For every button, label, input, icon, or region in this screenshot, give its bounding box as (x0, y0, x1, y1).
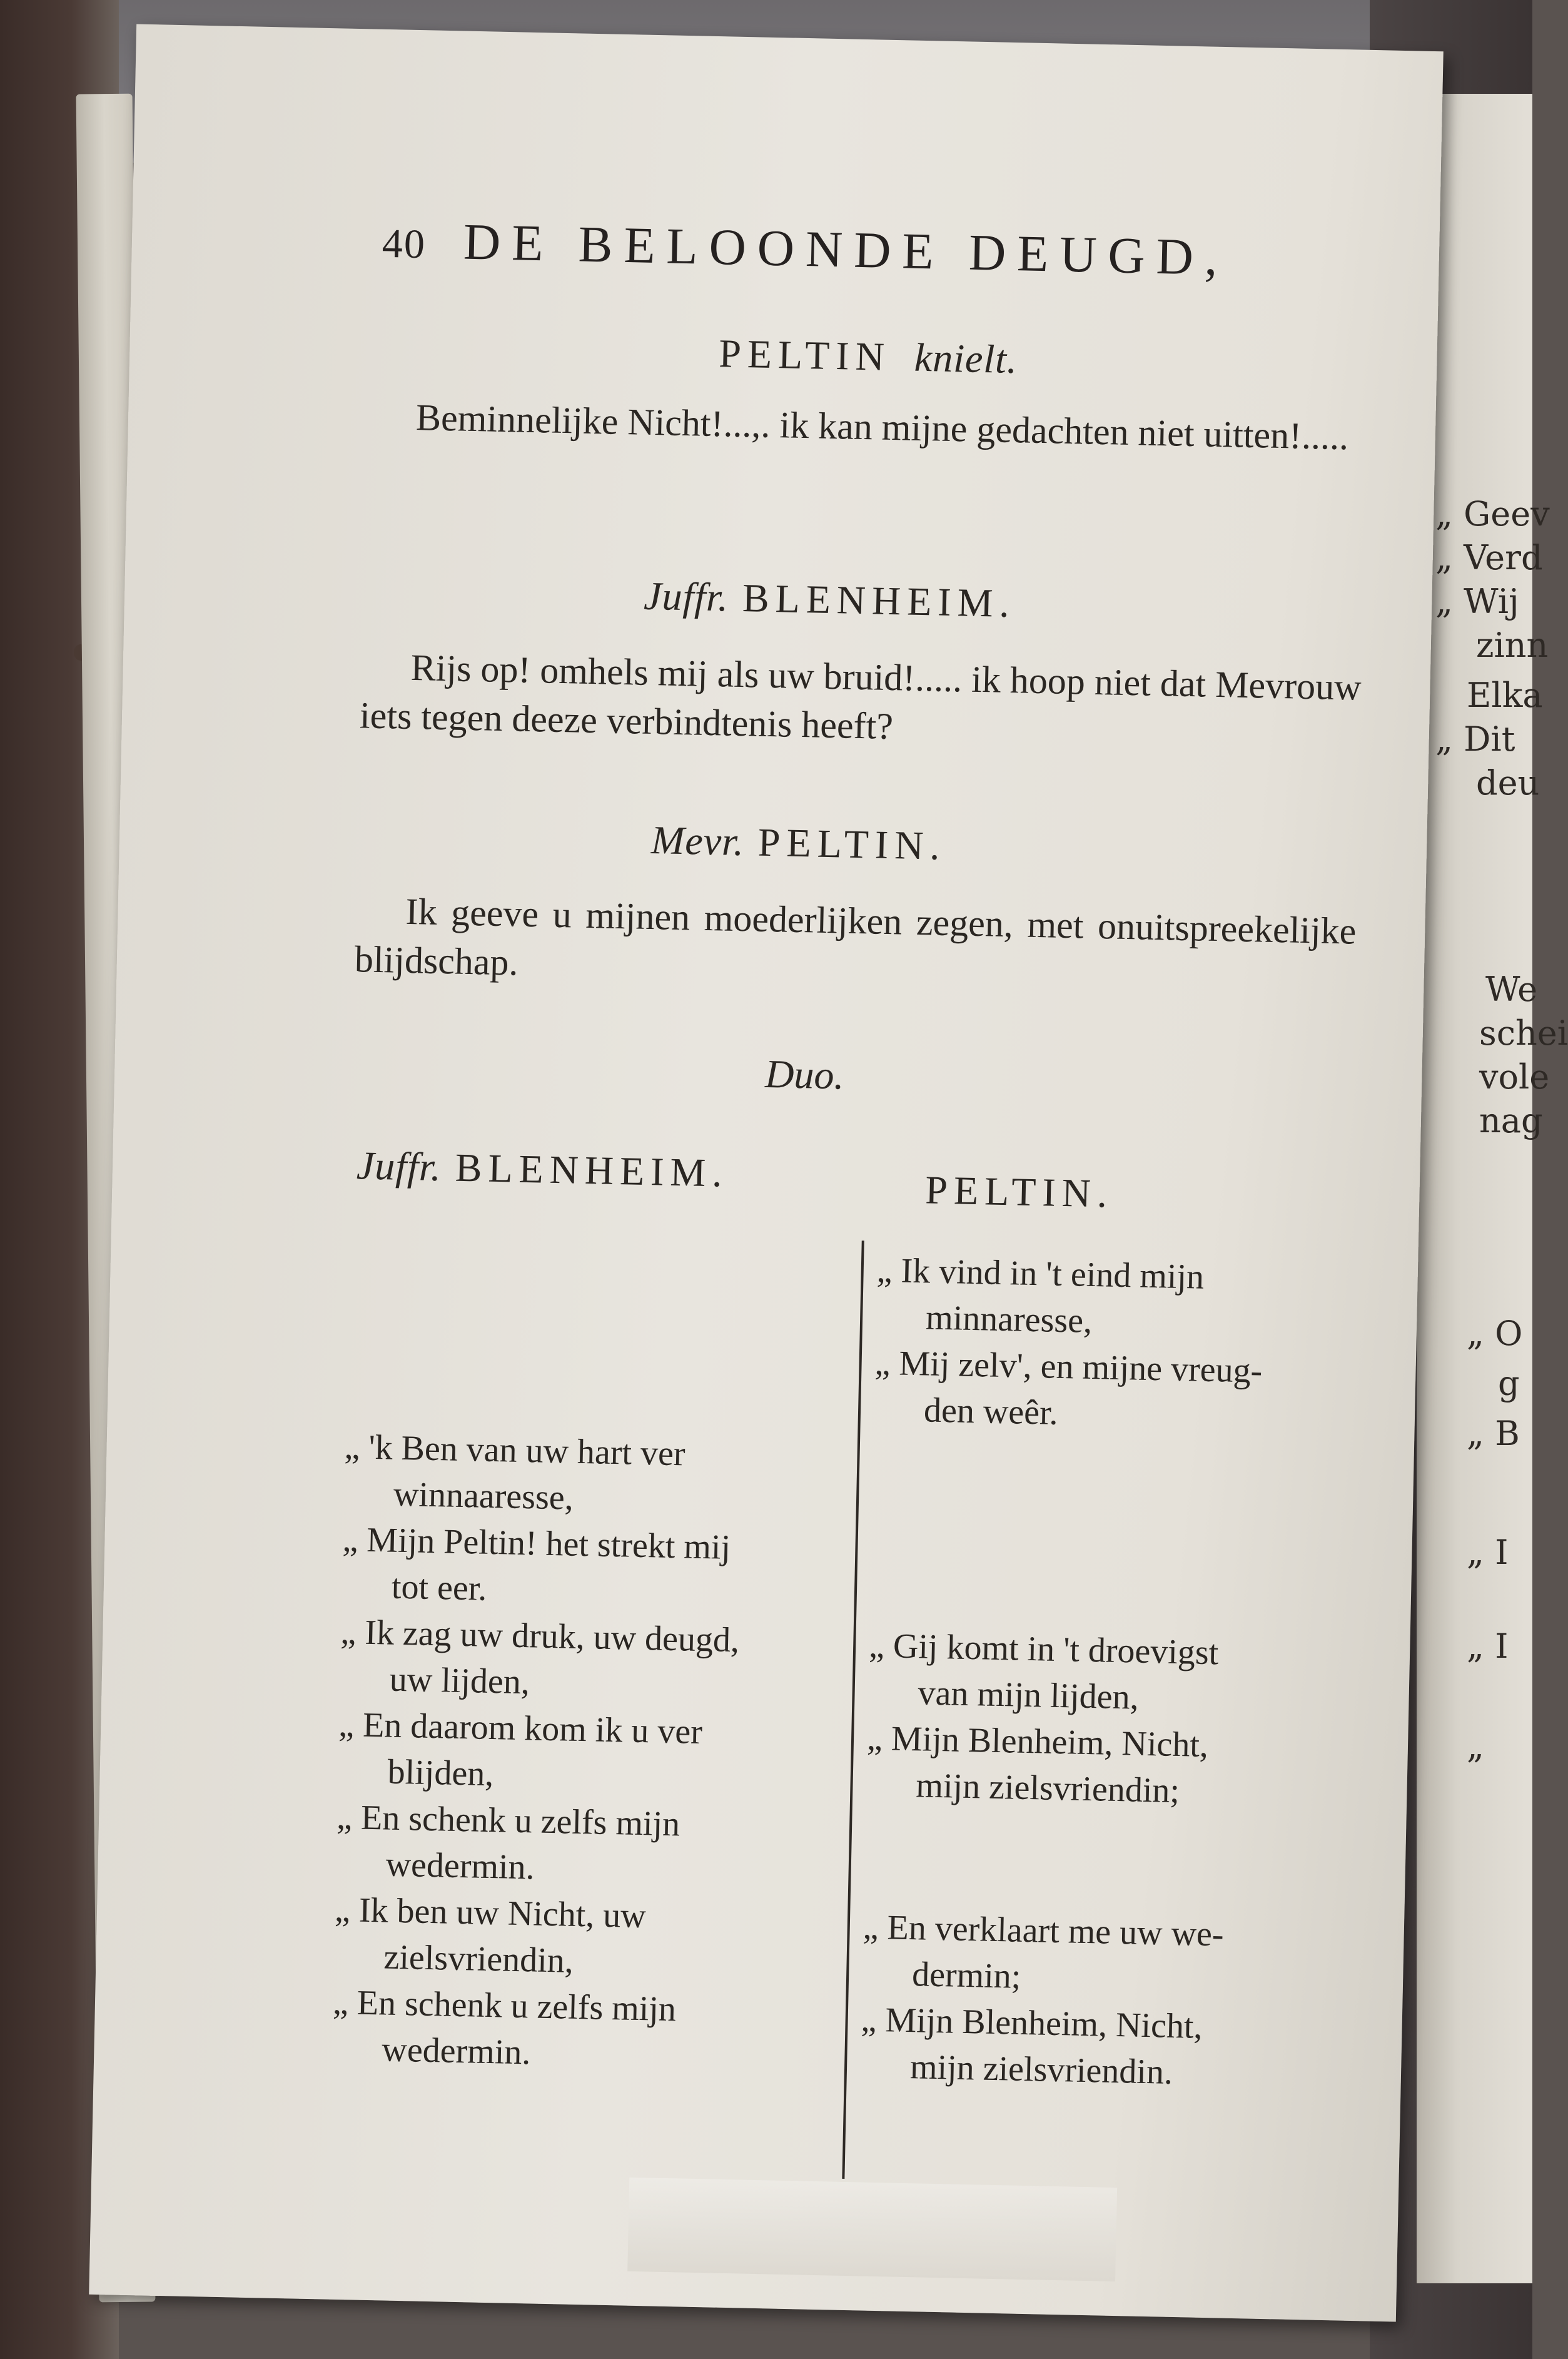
verse-line: tot eer. (391, 1567, 488, 1608)
verse (859, 1996, 1222, 2096)
dialogue-paragraph (365, 392, 1367, 461)
speaker-prefix: Mevr. (650, 818, 745, 865)
verse (331, 1979, 732, 2080)
verse-line: wedermin. (385, 1845, 535, 1887)
facing-fragment: deu (1476, 763, 1540, 803)
speaker-prefix: Juffr. (643, 573, 729, 620)
duo-left-column (331, 1424, 744, 2080)
verse-line: „ En daarom kom ik u ver (338, 1705, 703, 1752)
facing-fragment: „ O (1467, 1314, 1523, 1353)
verse (343, 1424, 744, 1524)
verse-line: wedermin. (381, 2030, 532, 2072)
duo-right-column-end (859, 1904, 1224, 2097)
verse-line: „ Ik ben uw Nicht, uw (334, 1890, 647, 1936)
verse-line: van mijn lijden, (917, 1673, 1140, 1717)
dialogue-paragraph (354, 886, 1357, 1004)
facing-fragment: We (1485, 970, 1538, 1009)
facing-fragment: „ Wij (1435, 582, 1519, 621)
verse (875, 1247, 1265, 1348)
verse-line: winnaaresse, (393, 1474, 574, 1518)
facing-fragment: „ (1467, 1727, 1484, 1766)
facing-fragment: „ I (1467, 1533, 1509, 1572)
verse-line: „ Ik vind in 't eind mijn (876, 1251, 1205, 1297)
duo-right-column-bottom (866, 1623, 1219, 1815)
facing-fragment: schei (1479, 1013, 1568, 1053)
facing-fragment: „ Geev (1435, 494, 1550, 534)
page-bottom-glare (627, 2178, 1117, 2281)
facing-fragment: nag (1479, 1101, 1543, 1140)
verse-line: „ Mij zelv', en mijne vreug- (874, 1343, 1263, 1391)
facing-fragment: g (1498, 1364, 1520, 1403)
duo-left-speaker (356, 1142, 729, 1196)
facing-fragment: „ Verd (1435, 538, 1543, 577)
facing-fragment: „ I (1467, 1626, 1509, 1666)
dialogue-paragraph (359, 642, 1362, 760)
stage-direction: knielt. (914, 335, 1018, 382)
duo-right-speaker (925, 1167, 1114, 1217)
running-title: DE BELOONDE DEUGD, (463, 213, 1230, 287)
speaker-name: PELTIN. (924, 1167, 1114, 1216)
verse (335, 1794, 736, 1895)
facing-fragment: zinn (1476, 626, 1549, 665)
verse-line: den weêr. (923, 1391, 1059, 1433)
facing-fragment: vole (1479, 1057, 1550, 1097)
verse (861, 1904, 1224, 2004)
verse (337, 1702, 738, 1802)
running-header (382, 211, 1229, 287)
verse-line: „ Mijn Blenheim, Nicht, (866, 1718, 1209, 1765)
speaker-name: BLENHEIM. (455, 1145, 729, 1195)
dialogue-text: Rijs op! omhels mij als uw bruid!..... ik hoop niet dat Mevrouw iets tegen deeze verbindtenis heeft? (359, 646, 1362, 748)
dialogue-text: Ik geeve u mijnen moederlijken zegen, met onuitspreekelijke blijdschap. (354, 890, 1357, 983)
verse-line: „ En schenk u zelfs mijn (332, 1982, 677, 2029)
verse (341, 1516, 742, 1617)
verse-line: „ En schenk u zelfs mijn (336, 1797, 680, 1844)
verse-line: „ Mijn Blenheim, Nicht, (861, 2000, 1203, 2046)
verse-line: „ En verklaart me uw we- (862, 1907, 1225, 1954)
verse-line: zielsvriendin, (383, 1937, 574, 1981)
speaker-prefix (705, 331, 706, 375)
verse-line: blijden, (387, 1752, 494, 1794)
duo-heading: Duo. (764, 1051, 845, 1098)
dialogue-text: Beminnelijke Nicht!...,. ik kan mijne gedachten niet uitten!..... (415, 397, 1349, 458)
verse-line: uw lijden, (389, 1660, 530, 1702)
speaker-prefix: Juffr. (356, 1143, 442, 1190)
verse (873, 1340, 1263, 1441)
verse-line: mijn zielsvriendin. (909, 2047, 1173, 2092)
verse-line: „ Ik zag uw druk, uw deugd, (340, 1612, 740, 1660)
book-page (89, 24, 1444, 2322)
facing-fragment: Elka (1467, 676, 1543, 715)
verse-line: minnaresse, (925, 1298, 1093, 1341)
facing-fragment: „ Dit (1435, 719, 1515, 759)
verse (333, 1887, 734, 1987)
verse-line: dermin; (911, 1955, 1022, 1996)
verse-line: mijn zielsvriendin; (915, 1766, 1180, 1811)
facing-fragment: „ B (1467, 1414, 1520, 1453)
verse-line: „ 'k Ben van uw hart ver (344, 1427, 686, 1474)
speaker-heading (643, 573, 1016, 627)
verse-line: „ Mijn Peltin! het strekt mij (341, 1519, 731, 1567)
speaker-heading (705, 330, 1018, 383)
speaker-heading (650, 817, 946, 870)
verse-line: „ Gij komt in 't droevigst (868, 1626, 1219, 1673)
verse (867, 1623, 1219, 1723)
verse (866, 1715, 1217, 1815)
speaker-name: PELTIN. (757, 819, 947, 868)
page-number: 40 (382, 220, 427, 268)
verse (339, 1609, 740, 1710)
speaker-name: BLENHEIM. (742, 576, 1016, 626)
speaker-name: PELTIN (718, 331, 891, 379)
duo-right-column-top (873, 1247, 1265, 1441)
